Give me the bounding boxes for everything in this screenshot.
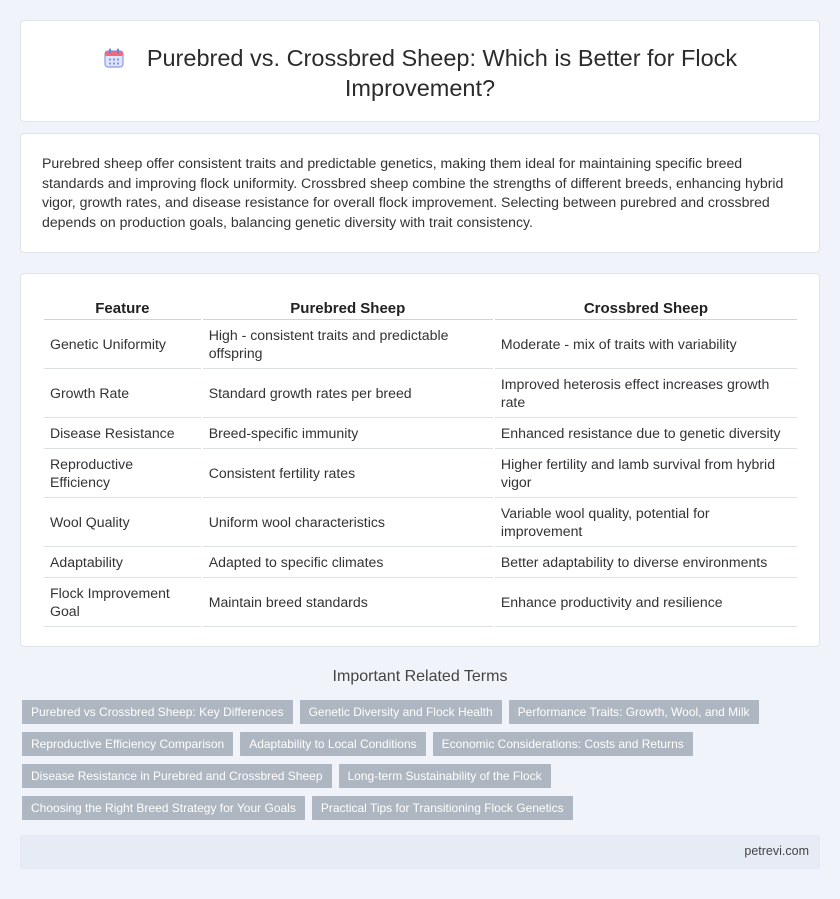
table-cell: Improved heterosis effect increases growth rate bbox=[495, 369, 797, 418]
table-cell: Higher fertility and lamb survival from hybrid vigor bbox=[495, 449, 797, 498]
related-term-tag[interactable]: Genetic Diversity and Flock Health bbox=[300, 700, 502, 724]
column-header-crossbred: Crossbred Sheep bbox=[495, 298, 797, 320]
footer-site-link[interactable]: petrevi.com bbox=[744, 844, 809, 858]
footer bbox=[20, 835, 820, 869]
related-term-tag[interactable]: Practical Tips for Transitioning Flock Genetics bbox=[312, 796, 573, 820]
related-terms-list bbox=[22, 700, 802, 820]
table-cell: Variable wool quality, potential for improvement bbox=[495, 498, 797, 547]
table-row bbox=[44, 498, 797, 547]
related-term-tag[interactable]: Performance Traits: Growth, Wool, and Milk bbox=[509, 700, 759, 724]
related-term-tag[interactable]: Reproductive Efficiency Comparison bbox=[22, 732, 233, 756]
intro-card bbox=[20, 133, 820, 253]
related-terms-title: Important Related Terms bbox=[332, 668, 508, 685]
calendar-icon bbox=[103, 47, 125, 69]
table-cell: Maintain breed standards bbox=[203, 578, 493, 627]
column-header-purebred: Purebred Sheep bbox=[203, 298, 493, 320]
table-cell: High - consistent traits and predictable offspring bbox=[203, 320, 493, 369]
related-term-tag[interactable]: Purebred vs Crossbred Sheep: Key Differences bbox=[22, 700, 293, 724]
table-cell: Standard growth rates per breed bbox=[203, 369, 493, 418]
table-row bbox=[44, 449, 797, 498]
table-row bbox=[44, 418, 797, 449]
related-term-tag[interactable]: Choosing the Right Breed Strategy for Your Goals bbox=[22, 796, 305, 820]
table-cell: Enhance productivity and resilience bbox=[495, 578, 797, 627]
table-row bbox=[44, 320, 797, 369]
table-cell: Consistent fertility rates bbox=[203, 449, 493, 498]
table-header-row bbox=[44, 298, 797, 320]
table-row bbox=[44, 369, 797, 418]
related-term-tag[interactable]: Adaptability to Local Conditions bbox=[240, 732, 425, 756]
table-cell: Adaptability bbox=[44, 547, 201, 578]
related-term-tag[interactable]: Disease Resistance in Purebred and Crossbred Sheep bbox=[22, 764, 332, 788]
table-cell: Breed-specific immunity bbox=[203, 418, 493, 449]
table-cell: Genetic Uniformity bbox=[44, 320, 201, 369]
table-cell: Growth Rate bbox=[44, 369, 201, 418]
table-cell: Wool Quality bbox=[44, 498, 201, 547]
intro-paragraph: Purebred sheep offer consistent traits and predictable genetics, making them ideal for maintaining specific breed standards and improving flock uniformity. Crossbred sheep combine the strengths of different breeds, enhancing hybrid vigor, growth rates, and disease resistance for overall flock improvement. Selecting between purebred and crossbred depends on production goals, balancing genetic diversity with trait consistency. bbox=[42, 155, 784, 230]
page-title-wrap bbox=[21, 43, 819, 103]
table-cell: Enhanced resistance due to genetic diversity bbox=[495, 418, 797, 449]
table-row bbox=[44, 578, 797, 627]
table-cell: Better adaptability to diverse environments bbox=[495, 547, 797, 578]
table-cell: Reproductive Efficiency bbox=[44, 449, 201, 498]
table-cell: Moderate - mix of traits with variability bbox=[495, 320, 797, 369]
related-term-tag[interactable]: Long-term Sustainability of the Flock bbox=[339, 764, 551, 788]
table-cell: Adapted to specific climates bbox=[203, 547, 493, 578]
table-cell: Flock Improvement Goal bbox=[44, 578, 201, 627]
header-card bbox=[20, 20, 820, 122]
table-row bbox=[44, 547, 797, 578]
table-cell: Disease Resistance bbox=[44, 418, 201, 449]
comparison-table-card bbox=[20, 273, 820, 647]
page-title: Purebred vs. Crossbred Sheep: Which is Better for Flock Improvement? bbox=[146, 45, 738, 101]
related-term-tag[interactable]: Economic Considerations: Costs and Returns bbox=[433, 732, 693, 756]
column-header-feature: Feature bbox=[44, 298, 201, 320]
comparison-table bbox=[42, 298, 799, 627]
table-cell: Uniform wool characteristics bbox=[203, 498, 493, 547]
